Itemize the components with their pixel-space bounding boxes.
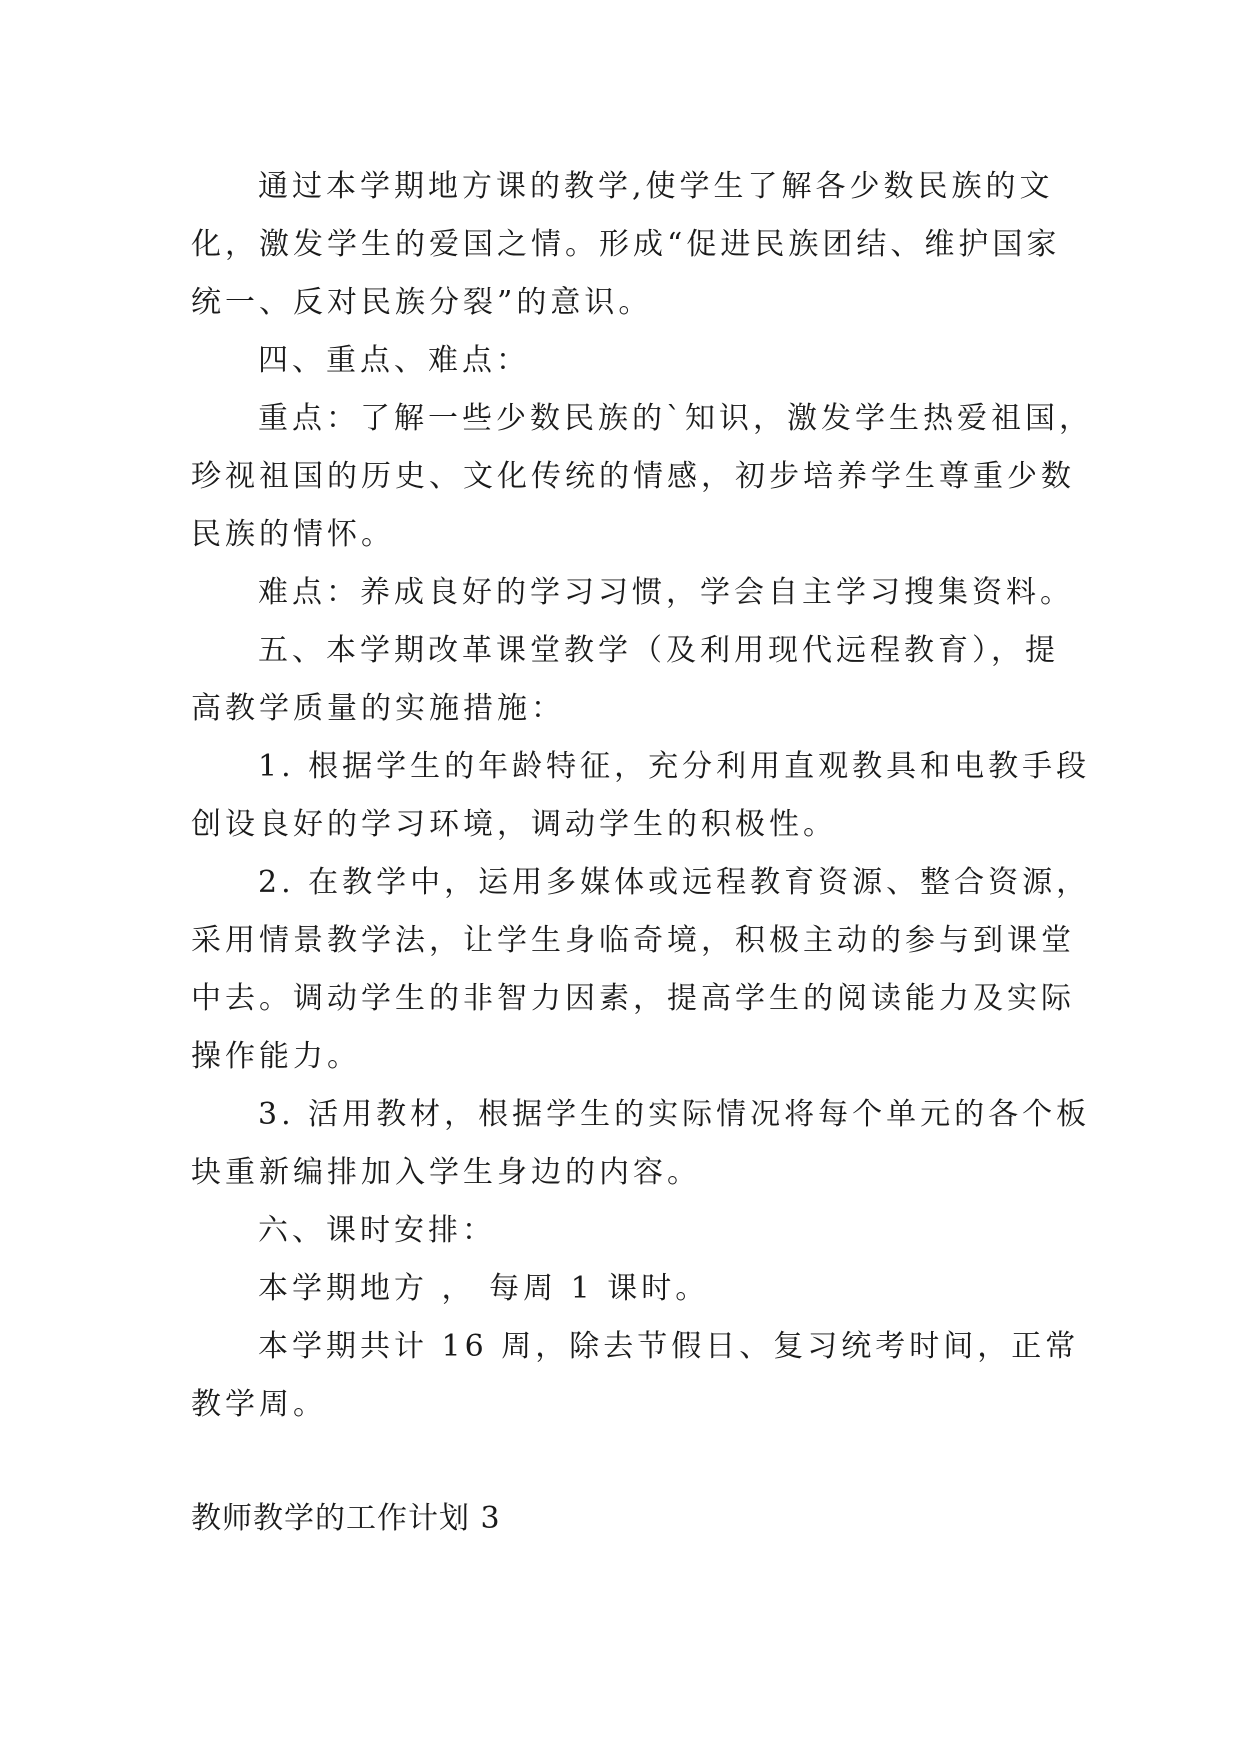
list-item: 采用情景教学法，让学生身临奇境，积极主动的参与到课堂	[191, 923, 1075, 958]
section-heading: 五、本学期改革课堂教学（及利用现代远程教育），提	[258, 633, 1059, 668]
list-item: 1. 根据学生的年龄特征，充分利用直观教具和电教手段	[258, 749, 1091, 784]
next-section-title: 教师教学的工作计划 3	[191, 1501, 501, 1536]
list-item: 块重新编排加入学生身边的内容。	[191, 1155, 701, 1190]
paragraph-line: 难点：养成良好的学习习惯，学会自主学习搜集资料。	[258, 575, 1074, 610]
list-item: 2. 在教学中，运用多媒体或远程教育资源、整合资源，	[258, 865, 1091, 900]
section-heading: 高教学质量的实施措施：	[191, 691, 565, 726]
paragraph-line: 通过本学期地方课的教学,使学生了解各少数民族的文	[258, 169, 1054, 204]
section-heading: 四、重点、难点：	[258, 343, 530, 378]
list-item: 3. 活用教材，根据学生的实际情况将每个单元的各个板	[258, 1097, 1091, 1132]
list-item: 操作能力。	[191, 1039, 361, 1074]
paragraph-line: 本学期共计 16 周，除去节假日、复习统考时间，正常	[258, 1329, 1080, 1364]
paragraph-line: 本学期地方 ， 每周 1 课时。	[258, 1271, 710, 1306]
paragraph-line: 化，激发学生的爱国之情。形成“促进民族团结、维护国家	[191, 227, 1061, 262]
list-item: 中去。调动学生的非智力因素，提高学生的阅读能力及实际	[191, 981, 1075, 1016]
list-item: 创设良好的学习环境，调动学生的积极性。	[191, 807, 837, 842]
paragraph-line: 珍视祖国的历史、文化传统的情感，初步培养学生尊重少数	[191, 459, 1075, 494]
paragraph-line: 重点：了解一些少数民族的`知识，激发学生热爱祖国，	[258, 401, 1093, 436]
section-heading: 六、课时安排：	[258, 1213, 496, 1248]
paragraph-line: 民族的情怀。	[191, 517, 395, 552]
paragraph-line: 教学周。	[191, 1387, 327, 1422]
paragraph-line: 统一、反对民族分裂”的意识。	[191, 285, 653, 320]
